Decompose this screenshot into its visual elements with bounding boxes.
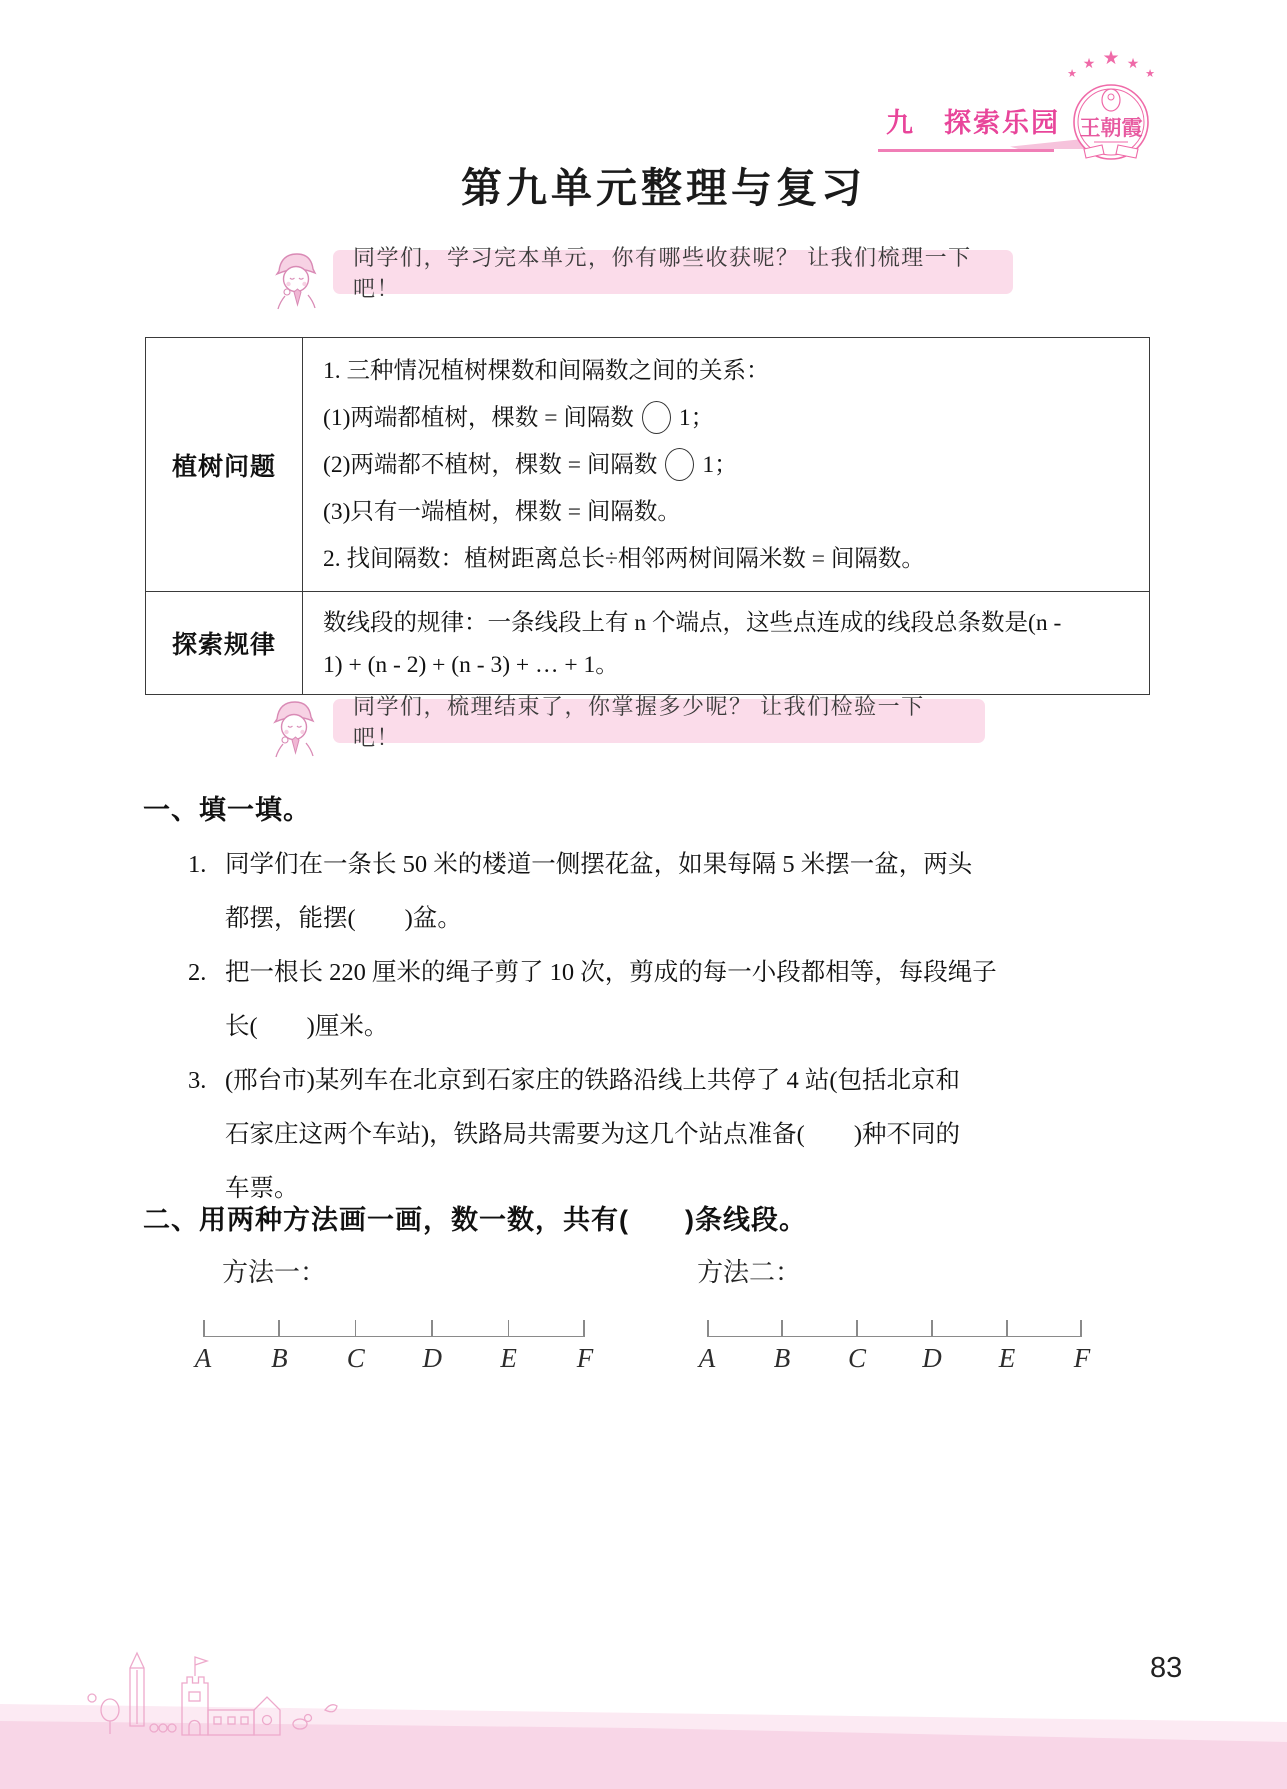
svg-text:★: ★ [1126, 55, 1140, 71]
question-3 [188, 1054, 1148, 1216]
badge-title: 王朝霞 [1079, 117, 1143, 140]
question-1-number: 1. [188, 851, 207, 878]
question-3-number: 3. [188, 1067, 207, 1094]
pattern-line-1: 数线段的规律：一条线段上有 n 个端点，这些点连成的线段总条数是(n - [323, 610, 1062, 636]
pattern-line-2: 1) + (n - 2) + (n - 3) + … + 1。 [323, 652, 619, 678]
question-3-line-1: (邢台市)某列车在北京到石家庄的铁路沿线上共停了 4 站(包括北京和 [225, 1067, 960, 1094]
unit-tab-label: 九 探索乐园 [886, 108, 1060, 138]
pattern-content [303, 592, 1149, 694]
table-row-pattern [146, 592, 1149, 694]
tree-line-5: 2. 找间隔数：植树距离总长÷相邻两树间隔米数 = 间隔数。 [323, 546, 925, 572]
tree-line-3: (2)两端都不植树，棵数 = 间隔数 1； [323, 442, 1139, 489]
page-title: 第九单元整理与复习 [461, 165, 866, 211]
svg-text:★: ★ [1067, 68, 1077, 80]
outro-bubble-text: 同学们，梳理结束了，你掌握多少呢？ 让我们检验一下吧！ [353, 694, 925, 750]
svg-text:★: ★ [1082, 55, 1096, 71]
section-one-heading: 一、填一填。 [143, 795, 311, 825]
svg-text:★: ★ [1102, 48, 1120, 69]
intro-speech-bubble [333, 245, 1013, 301]
question-2-line-2: 长( )厘米。 [225, 1013, 389, 1040]
castle-doodle-icon [82, 1648, 342, 1748]
student-icon [264, 692, 326, 760]
unit-tab-underline [878, 149, 1054, 152]
fill-in-questions [188, 838, 1148, 1216]
method-two-segment-diagram [698, 1320, 1091, 1390]
summary-table [145, 337, 1150, 695]
method-one-label: 方法一： [222, 1258, 327, 1287]
outro-speech-bubble [333, 694, 985, 750]
tree-problem-content [303, 338, 1149, 591]
tree-line-1: 1. 三种情况植树棵数和间隔数之间的关系： [323, 358, 770, 384]
svg-text:★: ★ [1145, 68, 1155, 80]
page-number: 83 [1150, 1652, 1183, 1684]
segment-line [203, 1320, 585, 1337]
tree-line-2: (1)两端都植树，棵数 = 间隔数 1； [323, 395, 1139, 442]
intro-bubble-text: 同学们，学习完本单元，你有哪些收获呢？ 让我们梳理一下吧！ [353, 245, 972, 301]
segment-line [707, 1320, 1082, 1337]
answer-circle [642, 401, 671, 434]
question-3-line-2: 石家庄这两个车站)，铁路局共需要为这几个站点准备( )种不同的 [225, 1121, 960, 1148]
topic-cell-pattern: 探索规律 [146, 592, 303, 694]
question-3-line-3: 车票。 [225, 1175, 299, 1202]
question-1 [188, 838, 1148, 946]
method-two-label: 方法二： [697, 1258, 802, 1287]
question-2 [188, 946, 1148, 1054]
segment-point-labels: A B C D E F [698, 1343, 1091, 1373]
brand-badge-icon [1056, 42, 1166, 164]
tree-line-4: (3)只有一端植树，棵数 = 间隔数。 [323, 499, 681, 525]
question-2-line-1: 把一根长 220 厘米的绳子剪了 10 次，剪成的每一小段都相等，每段绳子 [225, 959, 997, 986]
segment-point-labels: A B C D E F [194, 1343, 594, 1373]
section-two-heading: 二、用两种方法画一画，数一数，共有( )条线段。 [143, 1205, 807, 1235]
topic-cell-tree-problem: 植树问题 [146, 338, 303, 591]
answer-circle [665, 448, 694, 481]
table-row-tree-problem [146, 338, 1149, 592]
question-1-line-2: 都摆，能摆( )盆。 [225, 905, 462, 932]
question-2-number: 2. [188, 959, 207, 986]
student-icon [266, 244, 328, 312]
question-1-line-1: 同学们在一条长 50 米的楼道一侧摆花盆，如果每隔 5 米摆一盆，两头 [225, 851, 973, 878]
method-one-segment-diagram [194, 1320, 594, 1390]
